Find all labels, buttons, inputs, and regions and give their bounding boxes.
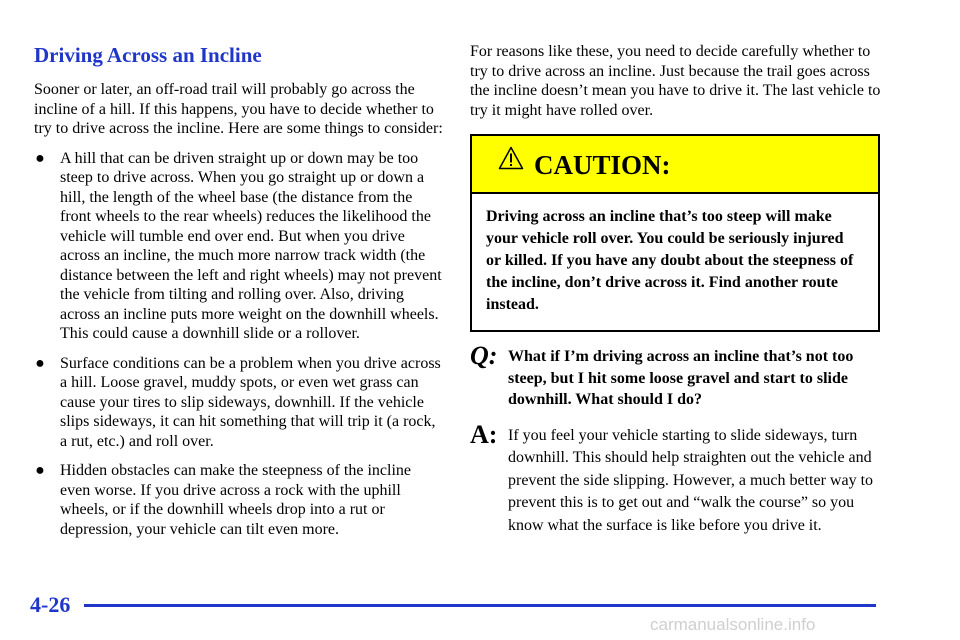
bullet-icon: ●	[35, 149, 45, 167]
question-block	[470, 341, 890, 411]
list-item-text: Hidden obstacles can make the steepness of the incline even worse. If you drive across a rock with the uphill wheels, or if the downhill wheels drop into a rut or depression, your vehicle can tilt even more.	[60, 462, 411, 538]
question-label: Q:	[470, 341, 498, 370]
list-item	[34, 354, 444, 452]
caution-header	[472, 136, 878, 194]
answer-text: If you feel your vehicle starting to slide sideways, turn downhill. This should help straighten out the vehicle and prevent the side slipping. However, a much better way to prevent this is to get out and “walk the course” so you know what the surface is like before you drive it.	[508, 426, 874, 534]
answer-block	[470, 419, 890, 538]
answer-label: A:	[470, 419, 498, 449]
right-column	[470, 42, 890, 537]
question-text: What if I’m driving across an incline that’s not too steep, but I hit some loose gravel and start to slide downhill. What should I do?	[508, 348, 854, 408]
bullet-icon: ●	[35, 462, 45, 479]
considerations-list	[34, 149, 444, 540]
reasons-paragraph: For reasons like these, you need to decide carefully whether to try to drive across an incline. Just because the trail goes across the incline doesn’t mean you have to drive it. The last vehicle to try it might have rolled over.	[470, 43, 881, 119]
bullet-icon: ●	[35, 354, 45, 372]
footer-divider	[84, 604, 876, 607]
caution-title: CAUTION:	[534, 150, 671, 180]
list-item-text: A hill that can be driven straight up or down may be too steep to drive across. When you go straight up or down a hill, the length of the wheel base (the distance from the front wheels to the rear wheels) reduces the likelihood the vehicle will tumble end over end. But when you drive across an incline, the much more narrow track width (the distance between the left and right wheels) may not prevent the vehicle from tilting and rolling over. Also, driving across an incline puts more weight on the downhill wheels. This could cause a downhill slide or a rollover.	[60, 149, 442, 342]
warning-triangle-icon	[498, 146, 524, 170]
page-number: 4-26	[30, 592, 71, 617]
caution-box	[470, 134, 880, 332]
watermark: carmanualsonline.info	[650, 615, 816, 634]
intro-paragraph: Sooner or later, an off-road trail will probably go across the incline of a hill. If this happens, you have to decide whether to try to drive across the incline. Here are some things to consider:	[34, 81, 443, 137]
list-item-text: Surface conditions can be a problem when you drive across a hill. Loose gravel, muddy spots, or even wet grass can cause your tires to slip sideways, downhill. If the vehicle slips sideways, it can hit something that will trip it (a rock, a rut, etc.) and roll over.	[60, 354, 441, 450]
section-heading: Driving Across an Incline	[34, 43, 262, 67]
list-item	[34, 461, 444, 539]
caution-text: Driving across an incline that’s too steep will make your vehicle roll over. You could be seriously injured or killed. If you have any doubt about the steepness of the incline, don’t drive across it. Find another route instead.	[486, 208, 854, 313]
list-item	[34, 149, 444, 344]
left-column	[34, 42, 444, 549]
